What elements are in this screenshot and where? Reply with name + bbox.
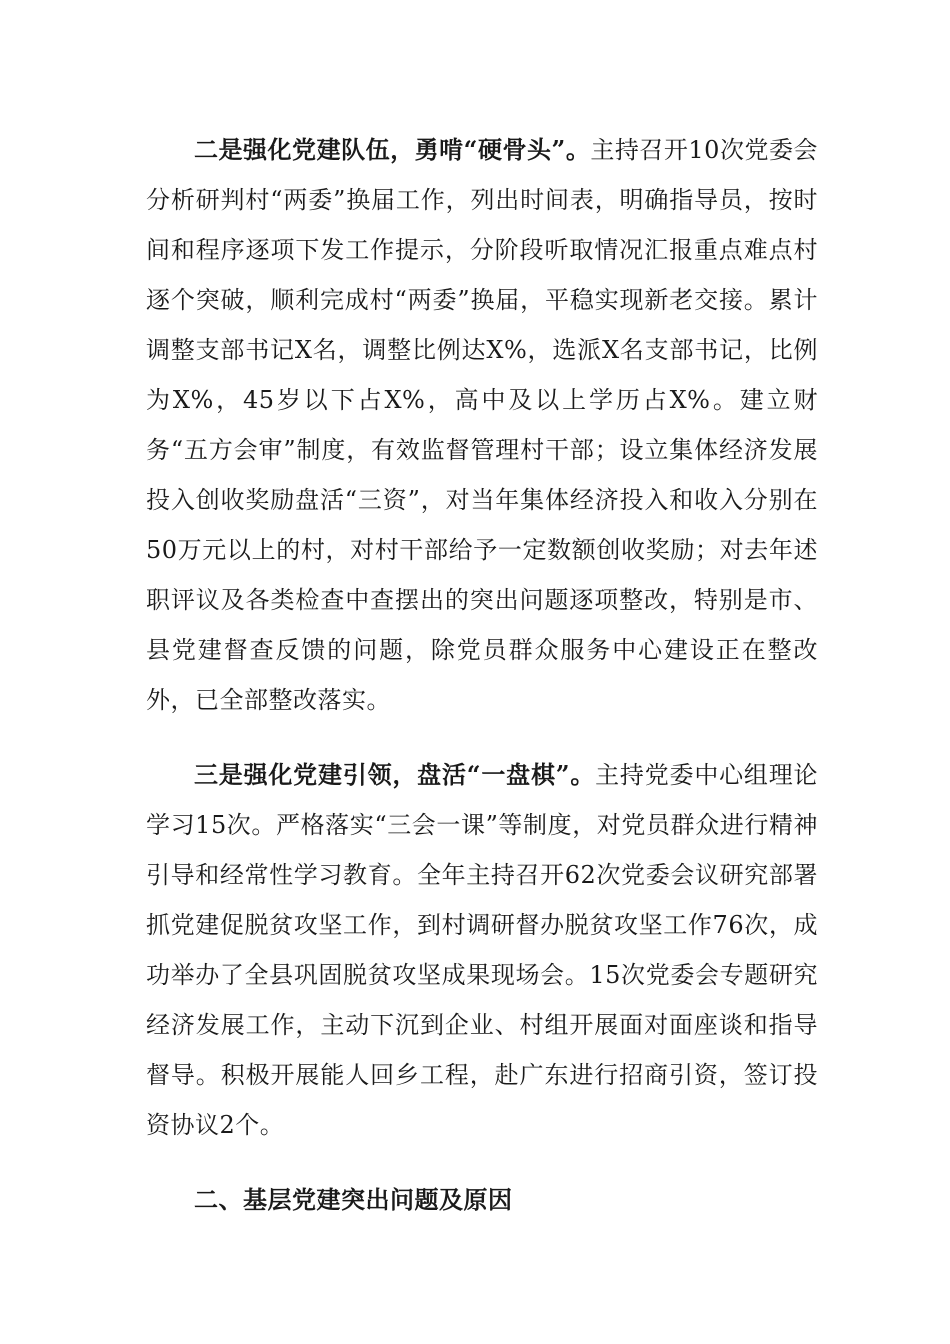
paragraph-team-building (146, 125, 818, 725)
document-page (146, 125, 818, 1225)
paragraph-body: 主持召开10次党委会分析研判村“两委”换届工作，列出时间表，明确指导员，按时间和程序逐项下发工作提示，分阶段听取情况汇报重点难点村逐个突破，顺利完成村“两委”换届，平稳实现新老交接。累计调整支部书记X名，调整比例达X%，选派X名支部书记，比例为X%，45岁以下占X%，高中及以上学历占X%。建立财务“五方会审”制度，有效监督管理村干部；设立集体经济发展投入创收奖励盘活“三资”，对当年集体经济投入和收入分别在50万元以上的村，对村干部给予一定数额创收奖励；对去年述职评议及各类检查中查摆出的突出问题逐项整改，特别是市、县党建督查反馈的问题，除党员群众服务中心建设正在整改外，已全部整改落实。 (146, 136, 818, 714)
paragraph-body: 主持党委中心组理论学习15次。严格落实“三会一课”等制度，对党员群众进行精神引导和经常性学习教育。全年主持召开62次党委会议研究部署抓党建促脱贫攻坚工作，到村调研督办脱贫攻坚工作76次，成功举办了全县巩固脱贫攻坚成果现场会。15次党委会专题研究经济发展工作，主动下沉到企业、村组开展面对面座谈和指导督导。积极开展能人回乡工程，赴广东进行招商引资，签订投资协议2个。 (146, 761, 819, 1139)
paragraph-lead: 二是强化党建队伍，勇啃“硬骨头”。 (194, 135, 591, 164)
section-heading: 二、基层党建突出问题及原因 (194, 1185, 513, 1214)
paragraph-lead: 三是强化党建引领，盘活“一盘棋”。 (194, 760, 596, 789)
paragraph-leadership (146, 750, 818, 1150)
